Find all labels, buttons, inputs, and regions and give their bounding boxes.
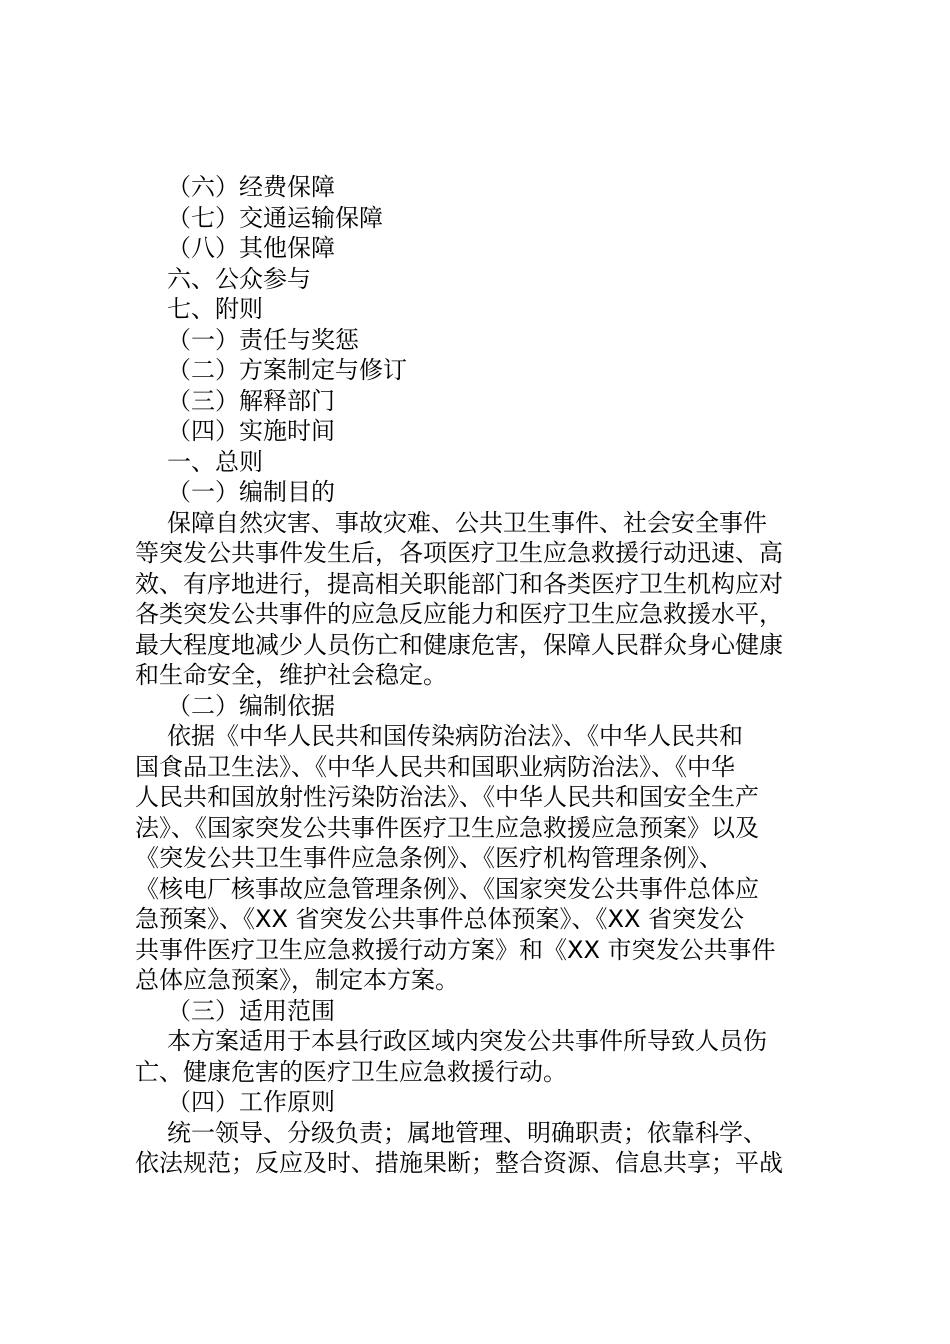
paragraph-line: 《突发公共卫生事件应急条例》、《医疗机构管理条例》、 [135,844,723,872]
outline-item: （八）其他保障 [167,234,335,262]
paragraph-line: 和生命安全，维护社会稳定。 [135,661,447,689]
paragraph-line: 《核电厂核事故应急管理条例》、《国家突发公共事件总体应 [135,874,759,903]
outline-item: （一）责任与奖惩 [167,325,359,354]
paragraph-line: 法》、《国家突发公共事件医疗卫生应急救援应急预案》以及 [135,813,759,842]
paragraph-line: 最大程度地减少人员伤亡和健康危害，保障人民群众身心健康 [135,630,783,659]
outline-item: 六、公众参与 [167,264,311,293]
outline-item: （七）交通运输保障 [167,203,383,232]
paragraph-line: 保障自然灾害、事故灾难、公共卫生事件、社会安全事件 [167,508,767,537]
paragraph-line: 效、有序地进行，提高相关职能部门和各类医疗卫生机构应对 [135,569,783,598]
chapter-heading: 一、总则 [167,447,263,476]
document-body [135,172,835,1179]
paragraph-scope [135,1026,835,1087]
paragraph-purpose [135,508,835,691]
outline-item: （三）解释部门 [167,386,335,415]
outline-item: （二）方案制定与修订 [167,356,407,384]
section-heading-purpose: （一）编制目的 [167,478,335,506]
outline-item: 七、附则 [167,295,263,323]
paragraph-line: 等突发公共事件发生后，各项医疗卫生应急救援行动迅速、高 [135,539,783,567]
outline-item: （四）实施时间 [167,417,335,445]
paragraph-line: 急预案》、《XX 省突发公共事件总体预案》、《XX 省突发公 [135,905,745,933]
section-heading-scope: （三）适用范围 [167,996,335,1025]
paragraph-principles [135,1118,835,1179]
paragraph-line: 依据《中华人民共和国传染病防治法》、《中华人民共和 [167,722,743,750]
paragraph-line: 亡、健康危害的医疗卫生应急救援行动。 [135,1057,567,1086]
section-heading-principles: （四）工作原则 [167,1088,335,1116]
paragraph-basis [135,721,835,996]
paragraph-line: 统一领导、分级负责；属地管理、明确职责；依靠科学、 [167,1118,767,1147]
paragraph-line: 各类突发公共事件的应急反应能力和医疗卫生应急救援水平， [135,600,783,628]
paragraph-line: 人民共和国放射性污染防治法》、《中华人民共和国安全生产 [135,783,759,811]
paragraph-line: 国食品卫生法》、《中华人民共和国职业病防治法》、《中华 [135,752,735,781]
section-heading-basis: （二）编制依据 [167,691,335,720]
paragraph-line: 依法规范；反应及时、措施果断；整合资源、信息共享；平战 [135,1149,783,1177]
paragraph-line: 共事件医疗卫生应急救援行动方案》和《XX 市突发公共事件 [135,935,776,964]
outline-item: （六）经费保障 [167,173,335,201]
paragraph-line: 总体应急预案》，制定本方案。 [135,966,459,994]
paragraph-line: 本方案适用于本县行政区域内突发公共事件所导致人员伤 [167,1027,767,1055]
